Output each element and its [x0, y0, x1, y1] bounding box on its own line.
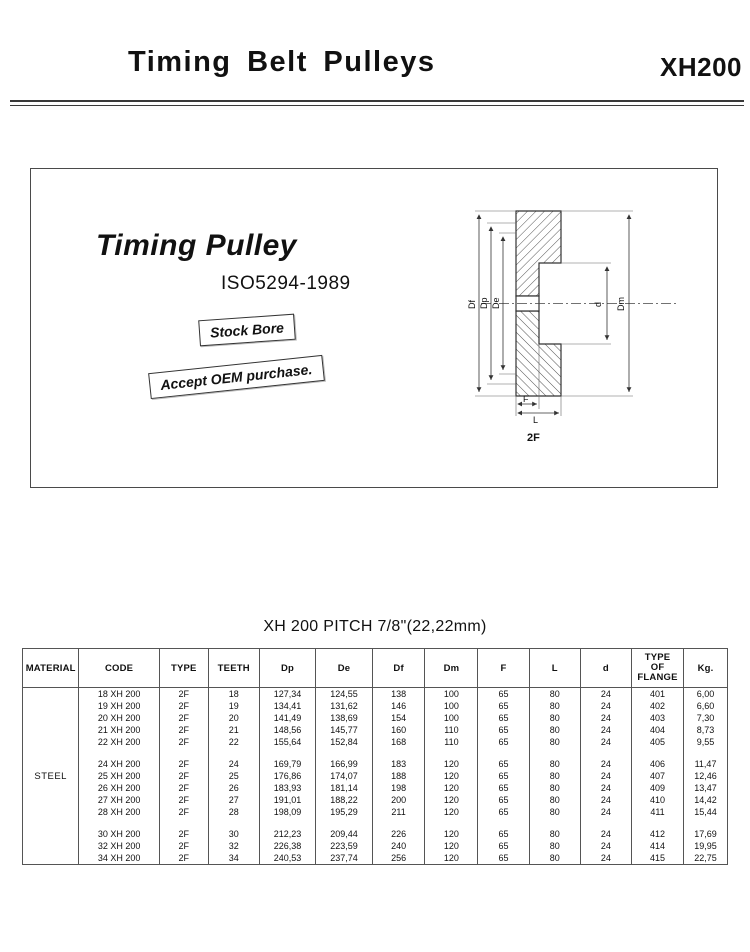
label-dp: Dp: [479, 297, 489, 309]
cell-teeth: 32: [208, 840, 259, 852]
cell-code: 32 XH 200: [79, 840, 159, 852]
cell-flange: 401: [632, 688, 684, 701]
cell-flange: 402: [632, 700, 684, 712]
th-f: F: [478, 649, 529, 688]
cell-teeth: 25: [208, 770, 259, 782]
cell-dm: 120: [425, 770, 478, 782]
table-row: [23, 794, 728, 806]
cell-l: 80: [529, 828, 580, 840]
cell-flange: 404: [632, 724, 684, 736]
cell-dp: 127,34: [259, 688, 316, 701]
cell-d: 24: [580, 688, 631, 701]
product-code: XH200: [660, 52, 742, 82]
cell-d: 24: [580, 736, 631, 748]
cell-dp: 212,23: [259, 828, 316, 840]
illustration-title: Timing Pulley: [96, 229, 297, 262]
label-dm: Dm: [616, 297, 626, 311]
cell-code: 19 XH 200: [79, 700, 159, 712]
standard-label: ISO5294-1989: [221, 273, 351, 294]
cell-de: 166,99: [316, 758, 373, 770]
cell-kg: 12,46: [684, 770, 728, 782]
cell-dp: 169,79: [259, 758, 316, 770]
cell-code: 25 XH 200: [79, 770, 159, 782]
cell-dp: 134,41: [259, 700, 316, 712]
cell-df: 188: [372, 770, 425, 782]
cell-df: 256: [372, 852, 425, 865]
cell-code: 22 XH 200: [79, 736, 159, 748]
cell-code: 28 XH 200: [79, 806, 159, 818]
cell-dm: 120: [425, 828, 478, 840]
cell-type: 2F: [159, 840, 208, 852]
cell-dm: 110: [425, 724, 478, 736]
cell-kg: 22,75: [684, 852, 728, 865]
cell-l: 80: [529, 688, 580, 701]
th-flange-line-1: TYPE: [644, 652, 671, 664]
pulley-section-drawing: [461, 201, 701, 446]
label-2f: 2F: [527, 432, 540, 444]
table-row: [23, 770, 728, 782]
cell-de: 138,69: [316, 712, 373, 724]
cell-d: 24: [580, 806, 631, 818]
cell-dp: 191,01: [259, 794, 316, 806]
cell-flange: 407: [632, 770, 684, 782]
cell-flange: 412: [632, 828, 684, 840]
cell-dm: 120: [425, 852, 478, 865]
badge-stock-bore: Stock Bore: [198, 314, 296, 347]
cell-dp: 183,93: [259, 782, 316, 794]
cell-l: 80: [529, 712, 580, 724]
cell-l: 80: [529, 724, 580, 736]
th-dm: Dm: [425, 649, 478, 688]
cell-de: 124,55: [316, 688, 373, 701]
cell-l: 80: [529, 770, 580, 782]
cell-df: 160: [372, 724, 425, 736]
th-flange-line-3: FLANGE: [637, 671, 678, 683]
cell-type: 2F: [159, 736, 208, 748]
label-d: d: [593, 301, 603, 307]
cell-dm: 120: [425, 758, 478, 770]
cell-dm: 110: [425, 736, 478, 748]
cell-f: 65: [478, 840, 529, 852]
table-row: [23, 724, 728, 736]
th-df: Df: [372, 649, 425, 688]
cell-l: 80: [529, 782, 580, 794]
cell-f: 65: [478, 712, 529, 724]
cell-dm: 120: [425, 782, 478, 794]
illustration-panel: [30, 168, 718, 488]
cell-type: 2F: [159, 828, 208, 840]
cell-kg: 8,73: [684, 724, 728, 736]
cell-df: 138: [372, 688, 425, 701]
table-row: [23, 782, 728, 794]
table-header-row: [23, 649, 728, 688]
cell-code: 30 XH 200: [79, 828, 159, 840]
th-flange-line-2: OF: [650, 662, 665, 674]
cell-f: 65: [478, 852, 529, 865]
label-df: Df: [467, 300, 477, 309]
cell-type: 2F: [159, 688, 208, 701]
cell-l: 80: [529, 840, 580, 852]
cell-de: 174,07: [316, 770, 373, 782]
cell-kg: 6,00: [684, 688, 728, 701]
cell-type: 2F: [159, 782, 208, 794]
cell-teeth: 19: [208, 700, 259, 712]
cell-teeth: 24: [208, 758, 259, 770]
cell-type: 2F: [159, 758, 208, 770]
cell-flange: 415: [632, 852, 684, 865]
table-body: [23, 688, 728, 865]
page-title: Timing Belt Pulleys: [128, 46, 436, 78]
table-group-spacer: [23, 748, 728, 758]
cell-code: 27 XH 200: [79, 794, 159, 806]
cell-d: 24: [580, 770, 631, 782]
cell-f: 65: [478, 724, 529, 736]
table-group-spacer: [23, 818, 728, 828]
cell-df: 198: [372, 782, 425, 794]
cell-d: 24: [580, 782, 631, 794]
cell-f: 65: [478, 688, 529, 701]
cell-material: STEEL: [23, 688, 79, 865]
cell-dp: 226,38: [259, 840, 316, 852]
cell-de: 188,22: [316, 794, 373, 806]
cell-kg: 9,55: [684, 736, 728, 748]
cell-flange: 410: [632, 794, 684, 806]
cell-df: 168: [372, 736, 425, 748]
cell-dm: 120: [425, 794, 478, 806]
cell-f: 65: [478, 758, 529, 770]
label-f: F: [523, 394, 529, 404]
th-material: MATERIAL: [23, 649, 79, 688]
cell-dm: 100: [425, 700, 478, 712]
cell-teeth: 21: [208, 724, 259, 736]
table-caption: XH 200 PITCH 7/8"(22,22mm): [263, 618, 487, 635]
cell-code: 24 XH 200: [79, 758, 159, 770]
cell-code: 20 XH 200: [79, 712, 159, 724]
cell-de: 181,14: [316, 782, 373, 794]
cell-df: 146: [372, 700, 425, 712]
cell-l: 80: [529, 736, 580, 748]
specification-table: [22, 648, 728, 865]
cell-code: 26 XH 200: [79, 782, 159, 794]
cell-type: 2F: [159, 852, 208, 865]
cell-f: 65: [478, 736, 529, 748]
cell-teeth: 28: [208, 806, 259, 818]
page-header: [0, 0, 750, 82]
table-row: [23, 758, 728, 770]
table-head: [23, 649, 728, 688]
cell-de: 195,29: [316, 806, 373, 818]
cell-type: 2F: [159, 700, 208, 712]
table-row: [23, 828, 728, 840]
cell-teeth: 27: [208, 794, 259, 806]
cell-code: 21 XH 200: [79, 724, 159, 736]
cell-f: 65: [478, 770, 529, 782]
table-row: [23, 688, 728, 701]
th-de: De: [316, 649, 373, 688]
header-divider: [10, 100, 744, 105]
cell-dp: 176,86: [259, 770, 316, 782]
cell-l: 80: [529, 794, 580, 806]
cell-de: 237,74: [316, 852, 373, 865]
cell-kg: 11,47: [684, 758, 728, 770]
th-teeth: TEETH: [208, 649, 259, 688]
cell-de: 152,84: [316, 736, 373, 748]
cell-teeth: 26: [208, 782, 259, 794]
cell-d: 24: [580, 724, 631, 736]
table-row: [23, 712, 728, 724]
cell-f: 65: [478, 828, 529, 840]
cell-d: 24: [580, 700, 631, 712]
cell-type: 2F: [159, 712, 208, 724]
cell-d: 24: [580, 828, 631, 840]
cell-dm: 120: [425, 840, 478, 852]
cell-dp: 148,56: [259, 724, 316, 736]
cell-code: 18 XH 200: [79, 688, 159, 701]
cell-l: 80: [529, 758, 580, 770]
cell-dp: 155,64: [259, 736, 316, 748]
th-d: d: [580, 649, 631, 688]
cell-teeth: 22: [208, 736, 259, 748]
cell-type: 2F: [159, 794, 208, 806]
cell-de: 223,59: [316, 840, 373, 852]
cell-d: 24: [580, 840, 631, 852]
cell-kg: 19,95: [684, 840, 728, 852]
cell-flange: 403: [632, 712, 684, 724]
cell-d: 24: [580, 712, 631, 724]
cell-kg: 13,47: [684, 782, 728, 794]
cell-flange: 409: [632, 782, 684, 794]
cell-df: 200: [372, 794, 425, 806]
table-row: [23, 700, 728, 712]
cell-kg: 14,42: [684, 794, 728, 806]
cell-f: 65: [478, 700, 529, 712]
cell-f: 65: [478, 794, 529, 806]
cell-dm: 120: [425, 806, 478, 818]
table-row: [23, 840, 728, 852]
cell-de: 209,44: [316, 828, 373, 840]
cell-flange: 406: [632, 758, 684, 770]
cell-flange: 405: [632, 736, 684, 748]
cell-flange: 414: [632, 840, 684, 852]
cell-de: 131,62: [316, 700, 373, 712]
cell-df: 211: [372, 806, 425, 818]
cell-teeth: 30: [208, 828, 259, 840]
th-kg: Kg.: [684, 649, 728, 688]
cell-dp: 141,49: [259, 712, 316, 724]
cell-type: 2F: [159, 806, 208, 818]
cell-kg: 7,30: [684, 712, 728, 724]
cell-dp: 198,09: [259, 806, 316, 818]
cell-l: 80: [529, 852, 580, 865]
th-type: TYPE: [159, 649, 208, 688]
th-l: L: [529, 649, 580, 688]
cell-kg: 17,69: [684, 828, 728, 840]
label-l: L: [533, 415, 539, 425]
cell-l: 80: [529, 806, 580, 818]
cell-kg: 6,60: [684, 700, 728, 712]
th-dp: Dp: [259, 649, 316, 688]
cell-type: 2F: [159, 724, 208, 736]
cell-teeth: 34: [208, 852, 259, 865]
cell-dm: 100: [425, 688, 478, 701]
cell-de: 145,77: [316, 724, 373, 736]
cell-dp: 240,53: [259, 852, 316, 865]
cell-l: 80: [529, 700, 580, 712]
cell-code: 34 XH 200: [79, 852, 159, 865]
cell-df: 226: [372, 828, 425, 840]
table-row: [23, 806, 728, 818]
cell-teeth: 18: [208, 688, 259, 701]
th-code: CODE: [79, 649, 159, 688]
table-row: [23, 852, 728, 865]
cell-df: 240: [372, 840, 425, 852]
cell-d: 24: [580, 852, 631, 865]
label-de: De: [491, 297, 501, 309]
cell-kg: 15,44: [684, 806, 728, 818]
cell-d: 24: [580, 794, 631, 806]
badge-oem-purchase: Accept OEM purchase.: [148, 355, 324, 399]
cell-f: 65: [478, 806, 529, 818]
cell-d: 24: [580, 758, 631, 770]
cell-flange: 411: [632, 806, 684, 818]
cell-f: 65: [478, 782, 529, 794]
th-type-of-flange: [632, 649, 684, 688]
cell-dm: 100: [425, 712, 478, 724]
cell-type: 2F: [159, 770, 208, 782]
table-row: [23, 736, 728, 748]
cell-df: 154: [372, 712, 425, 724]
cell-teeth: 20: [208, 712, 259, 724]
cell-df: 183: [372, 758, 425, 770]
